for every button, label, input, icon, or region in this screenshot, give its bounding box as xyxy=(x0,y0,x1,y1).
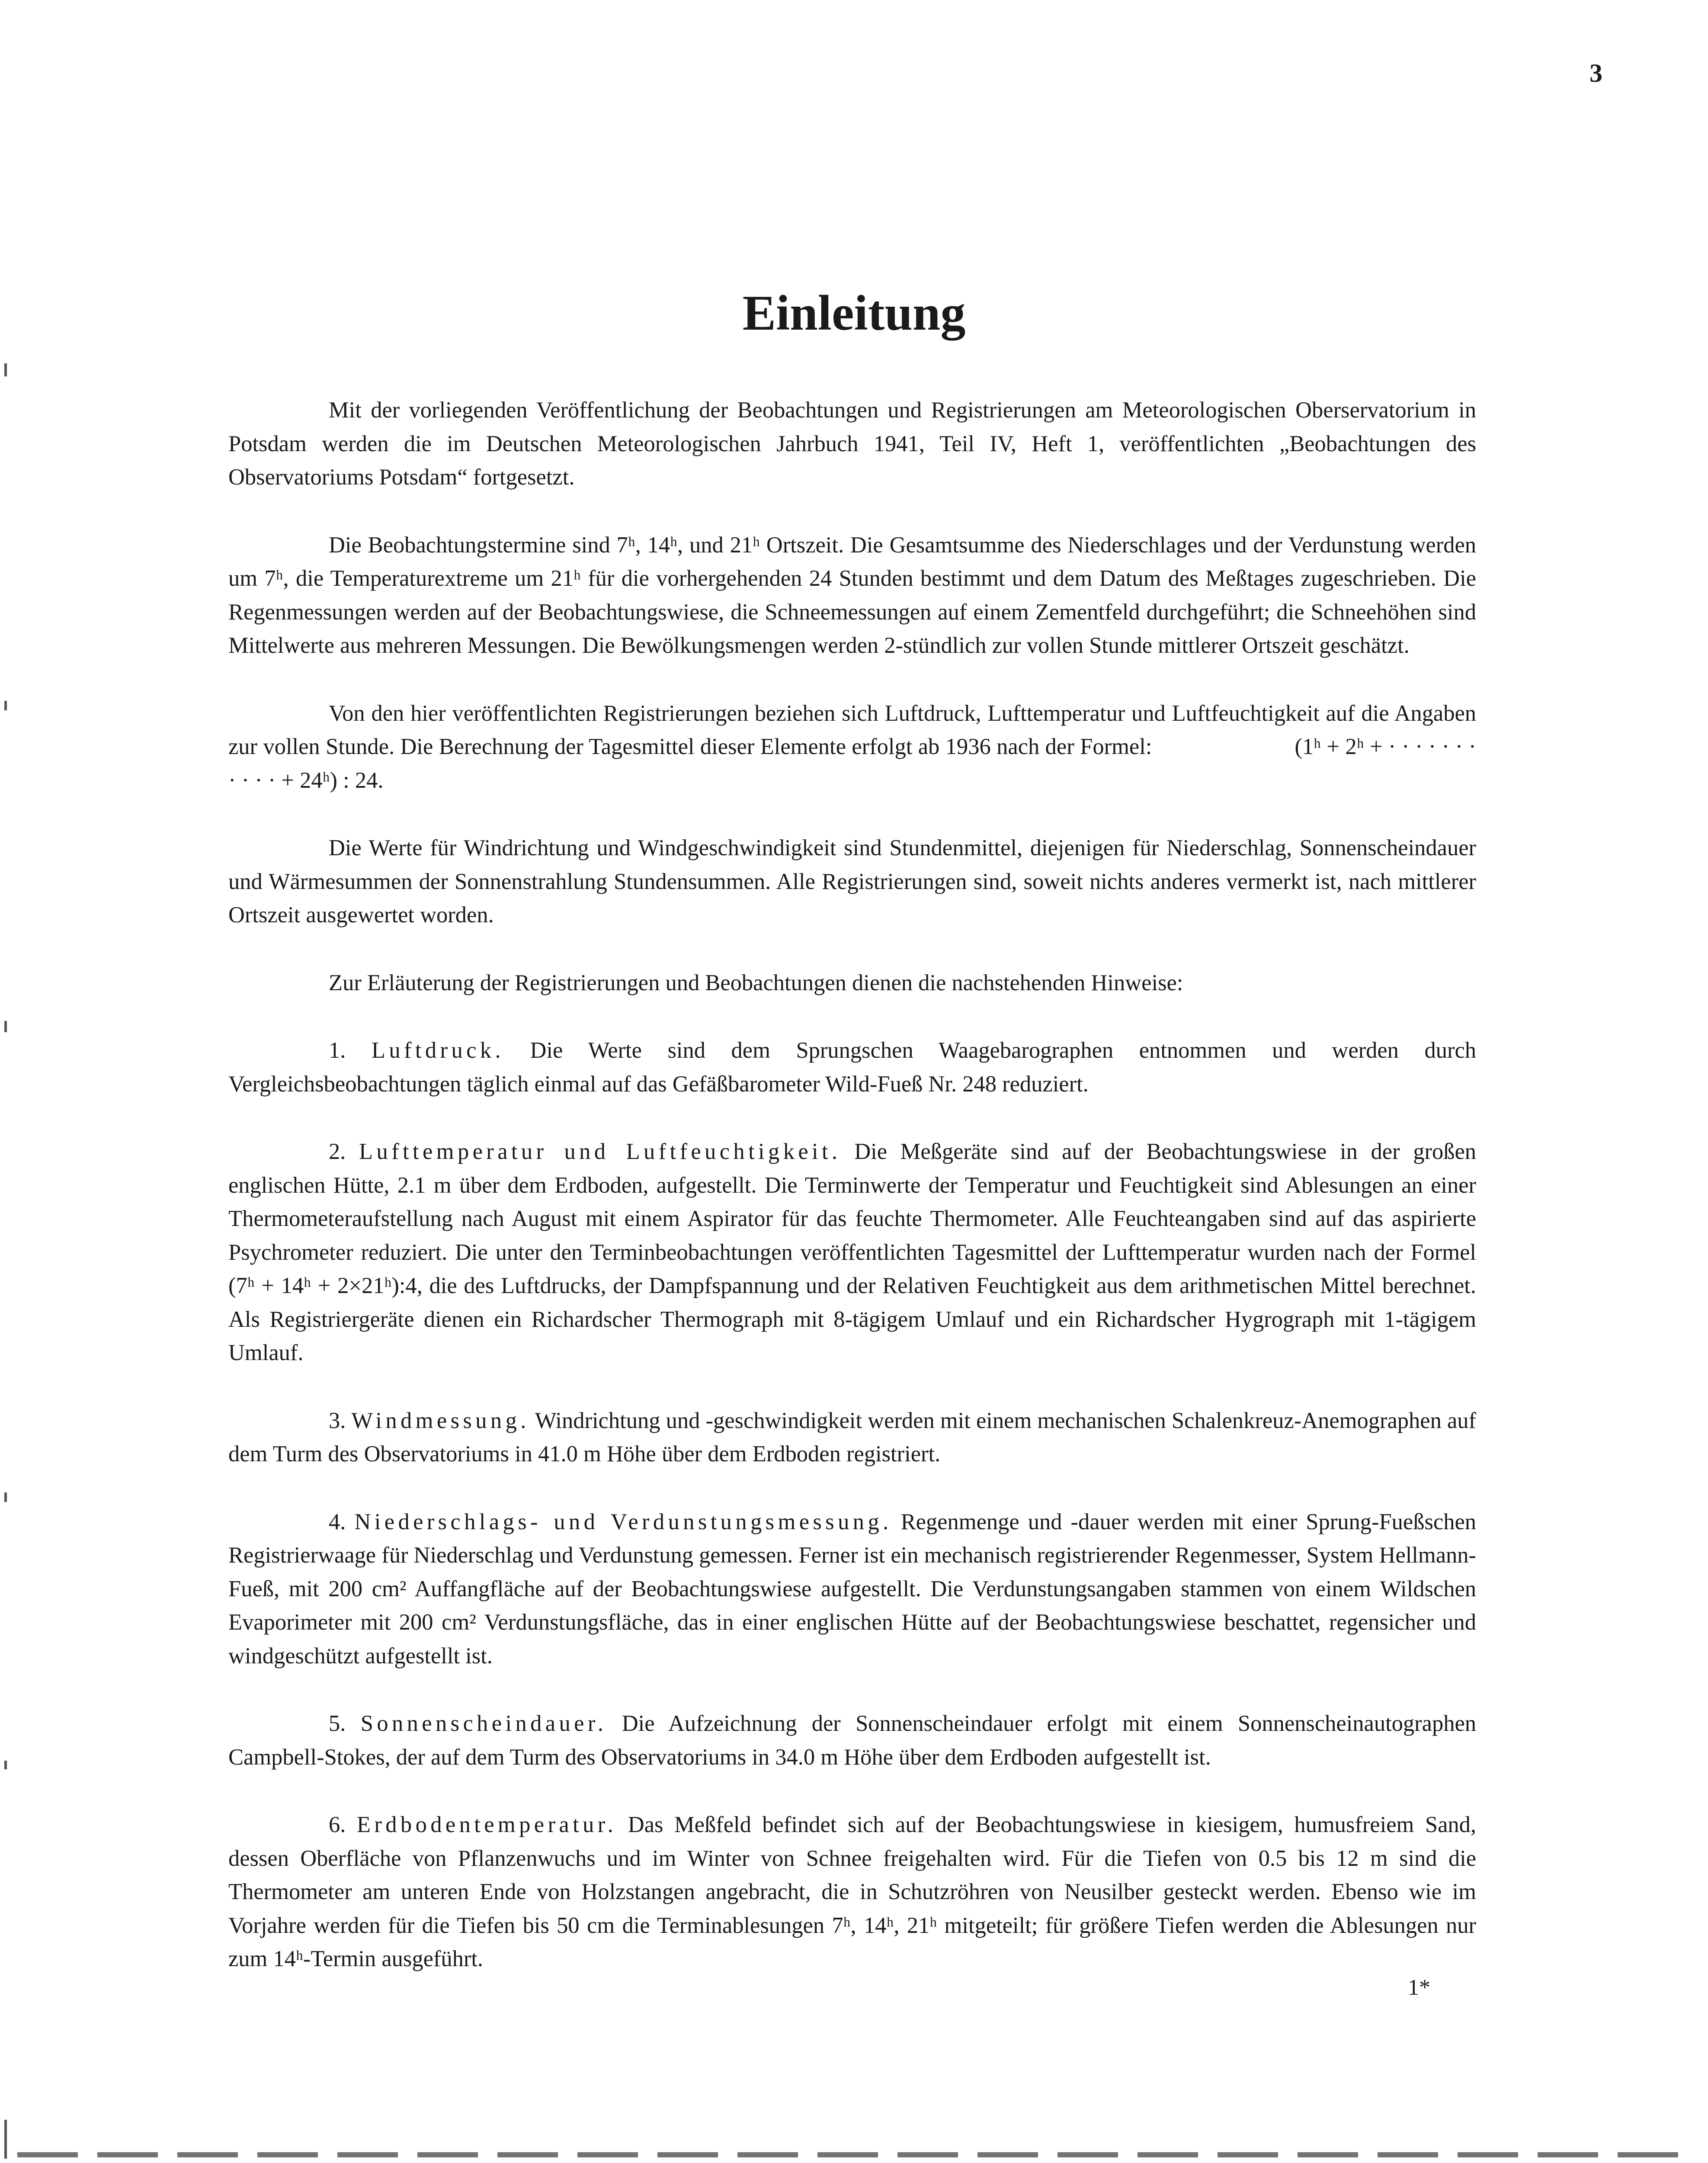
signature-mark: 1* xyxy=(1408,1975,1430,2000)
scan-margin-mark xyxy=(4,1021,7,1032)
scan-margin-mark xyxy=(4,2120,7,2159)
page-number: 3 xyxy=(1589,59,1602,87)
scan-margin-mark xyxy=(4,1492,7,1502)
scan-margin-mark xyxy=(4,363,7,376)
item-heading: Luftdruck. xyxy=(371,1038,504,1063)
item-niederschlag xyxy=(228,1505,1476,1673)
intro-paragraph: Mit der vorliegenden Veröffentlichung der Beobachtungen und Registrierungen am Meteorologischen Oberservatorium in Potsdam werden die im Deutschen Meteorologischen Jahrbuch 1941, Teil IV, Heft 1, veröffentlichten „Beobachtungen des Observatoriums Potsdam“ fortgesetzt. xyxy=(228,398,1476,490)
item-sonnenscheindauer xyxy=(228,1707,1476,1774)
item-text: Regenmenge und -dauer werden mit einer Sprung-Fueßschen Registrierwaage für Niederschlag und Verdunstung gemessen. Ferner ist ein mechanisch registrierender Regenmesser, System Hellmann-Fueß, mit 200 cm² Auffangfläche auf der Beobachtungswiese aufgestellt. Die Verdunstungsangaben stammen von einem Wildschen Evaporimeter mit 200 cm² Verdunstungsfläche, das in einer englischen Hütte auf der Beobachtungswiese beschattet, regensicher und windgeschützt aufgestellt ist. xyxy=(228,1509,1477,1669)
item-luftdruck xyxy=(228,1034,1476,1101)
item-number: 6. xyxy=(329,1812,346,1837)
item-text: Das Meßfeld befindet sich auf der Beobachtungswiese in kiesigem, humusfreiem Sand, dessen Oberfläche von Pflanzenwuchs und im Winter von Schnee freigehalten wird. Für die Tiefen von 0.5 bis 12 m sind die Thermometer am unteren Ende von Holzstangen angebracht, die in Schutzröhren von Neusilber gesteckt werden. Ebenso wie im Vorjahre werden für die Tiefen bis 50 cm die Terminablesungen 7ʰ, 14ʰ, 21ʰ mitgeteilt; für größere Tiefen werden die Ablesungen nur zum 14ʰ-Termin ausgeführt. xyxy=(228,1812,1476,1971)
item-heading: Lufttemperatur und Luftfeuchtigkeit. xyxy=(359,1139,841,1164)
item-text: Windrichtung und -geschwindigkeit werden mit einem mechanischen Schalenkreuz-Anemographen auf dem Turm des Observatoriums in 41.0 m Höhe über dem Erdboden registriert. xyxy=(228,1408,1477,1467)
scan-margin-mark xyxy=(4,1761,7,1769)
item-number: 3. xyxy=(329,1408,346,1433)
observation-times-paragraph: Die Beobachtungstermine sind 7ʰ, 14ʰ, und 21ʰ Ortszeit. Die Gesamtsumme des Niederschlages und der Verdunstung werden um 7ʰ, die Temperaturextreme um 21ʰ für die vorhergehenden 24 Stunden bestimmt und dem Datum des Meßtages zugeschrieben. Die Regenmessungen werden auf der Beobachtungswiese, die Schneemessungen auf einem Zementfeld durchgeführt; die Schneehöhen sind Mittelwerte aus mehreren Messungen. Die Bewölkungsmengen werden 2-stündlich zur vollen Stunde mittlerer Ortszeit geschätzt. xyxy=(228,532,1476,658)
item-heading: Windmessung. xyxy=(351,1408,530,1433)
item-number: 2. xyxy=(329,1139,346,1164)
item-erdbodentemperatur xyxy=(228,1808,1476,1976)
page-title: Einleitung xyxy=(742,286,966,341)
item-heading: Sonnenscheindauer. xyxy=(360,1711,607,1736)
notes-intro-paragraph: Zur Erläuterung der Registrierungen und Beobachtungen dienen die nachstehenden Hinweise: xyxy=(329,970,1183,995)
registrations-paragraph xyxy=(228,697,1476,798)
item-windmessung xyxy=(228,1404,1476,1471)
item-heading: Niederschlags- und Verdunstungsmessung. xyxy=(354,1509,892,1534)
registrations-text: Von den hier veröffentlichten Registrierungen beziehen sich Luftdruck, Lufttemperatur und Luftfeuchtigkeit auf die Angaben zur vollen Stunde. Die Berechnung der Tagesmittel dieser Elemente erfolgt ab 1936 nach der Formel: xyxy=(228,700,1476,759)
main-text xyxy=(228,394,1476,2010)
item-text: Die Werte sind dem Sprungschen Waagebarographen entnommen und werden durch Vergleichsbeobachtungen täglich einmal auf das Gefäßbarometer Wild-Fueß Nr. 248 reduziert. xyxy=(228,1038,1476,1097)
item-number: 4. xyxy=(329,1509,346,1534)
item-heading: Erdbodentemperatur. xyxy=(356,1812,617,1837)
daily-mean-formula: (1ʰ + 2ʰ + · · · · · · · · · · · + 24ʰ) : 24. xyxy=(228,734,1476,793)
item-number: 5. xyxy=(329,1711,346,1736)
item-text: Die Aufzeichnung der Sonnenscheindauer erfolgt mit einem Sonnenscheinautographen Campbell-Stokes, der auf dem Turm des Observatoriums in 34.0 m Höhe über dem Erdboden aufgestellt ist. xyxy=(228,1711,1477,1770)
scan-bottom-edge xyxy=(17,2152,1687,2157)
item-number: 1. xyxy=(329,1038,346,1063)
scan-margin-mark xyxy=(4,701,7,710)
item-lufttemperatur xyxy=(228,1135,1476,1370)
wind-values-paragraph: Die Werte für Windrichtung und Windgeschwindigkeit sind Stundenmittel, diejenigen für Niederschlag, Sonnenscheindauer und Wärmesummen der Sonnenstrahlung Stundensummen. Alle Registrierungen sind, soweit nichts anderes vermerkt ist, nach mittlerer Ortszeit ausgewertet worden. xyxy=(228,835,1476,927)
item-text: Die Meßgeräte sind auf der Beobachtungswiese in der großen englischen Hütte, 2.1 m über dem Erdboden, aufgestellt. Die Terminwerte der Temperatur und Feuchtigkeit sind Ablesungen an einer Thermometeraufstellung nach August mit einem Aspirator für das feuchte Thermometer. Alle Feuchteangaben sind auf das aspirierte Psychrometer reduziert. Die unter den Terminbeobachtungen veröffentlichten Tagesmittel der Lufttemperatur wurden nach der Formel (7ʰ + 14ʰ + 2×21ʰ):4, die des Luftdrucks, der Dampfspannung und der Relativen Feuchtigkeit aus dem arithmetischen Mittel berechnet. Als Registriergeräte dienen ein Richardscher Thermograph mit 8-tägigem Umlauf und ein Richardscher Hygrograph mit 1-tägigem Umlauf. xyxy=(228,1139,1477,1365)
